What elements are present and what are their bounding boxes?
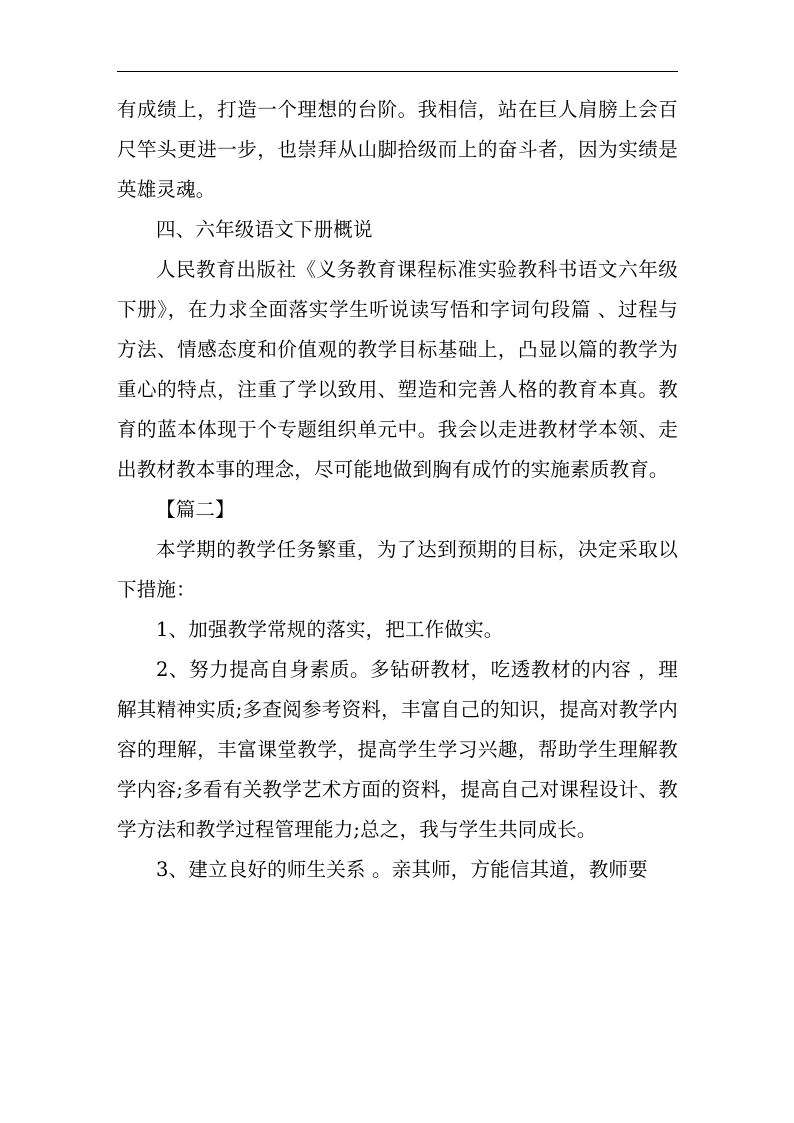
document-body: [117, 90, 678, 890]
paragraph-textbook-overview: 人民教育出版社《义务教育课程标准实验教科书语文六年级下册》，在力求全面落实学生听说读写悟和字词句段篇 、过程与方法、情感态度和价值观的教学目标基础上，凸显以篇的教学为重心的特点，注重了学以致用、塑造和完善人格的教育本真。教育的蓝本体现于个专题组织单元中。我会以走进教材学本领、走出教材教本事的理念，尽可能地做到胸有成竹的实施素质教育。: [117, 258, 678, 481]
list-item-2: 2、努力提高自身素质。多钻研教材，吃透教材的内容 ，理解其精神实质;多查阅参考资料，丰富自己的知识，提高对教学内容的理解，丰富课堂教学，提高学生学习兴趣，帮助学生理解教学内容;多看有关教学艺术方面的资料，提高自己对课程设计、教学方法和教学过程管理能力;总之，我与学生共同成长。: [117, 658, 678, 841]
list-item-1: 1、加强教学常规的落实，把工作做实。: [156, 618, 504, 641]
paragraph-measures-intro: 本学期的教学任务繁重，为了达到预期的目标，决定采取以下措施：: [117, 538, 678, 601]
header-rule: [117, 71, 678, 72]
section-heading-part-two: 【篇二】: [156, 498, 235, 521]
paragraph-continued: 有成绩上，打造一个理想的台阶。我相信，站在巨人肩膀上会百尺竿头更进一步，也崇拜从山脚拾级而上的奋斗者，因为实绩是英雄灵魂。: [117, 98, 678, 201]
section-heading-four: 四、六年级语文下册概说: [156, 218, 373, 241]
list-item-3: 3、建立良好的师生关系 。亲其师，方能信其道，教师要: [156, 858, 648, 881]
